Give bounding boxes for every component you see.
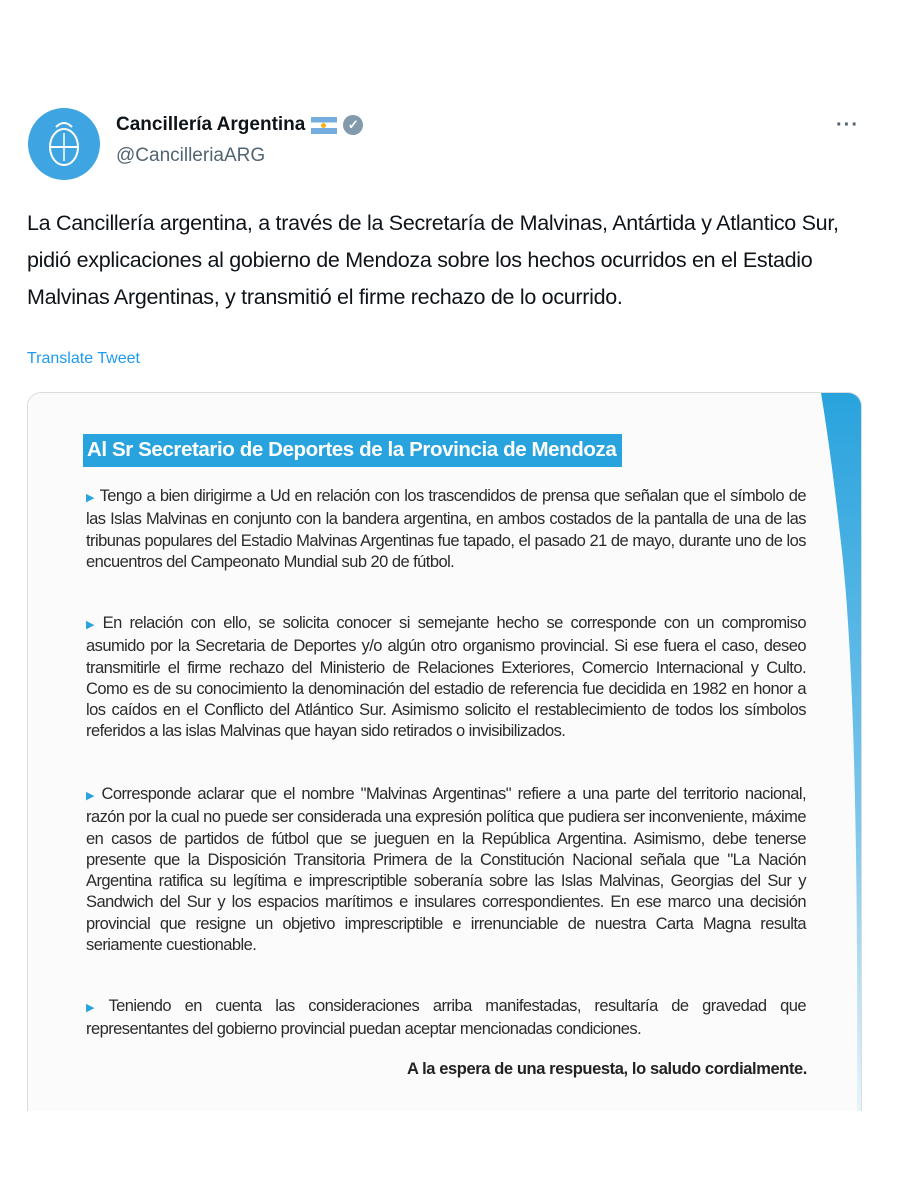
tweet-image-letter[interactable] (27, 392, 862, 1111)
avatar[interactable] (28, 108, 100, 180)
letter-paragraph (86, 613, 806, 743)
bullet-icon: ▶ (86, 790, 97, 802)
paragraph-text: Teniendo en cuenta las consideraciones arriba manifestadas, resultaría de gravedad que representantes del gobierno provincial puedan aceptar mencionadas condiciones. (86, 997, 806, 1039)
author-name[interactable] (116, 114, 363, 136)
verified-badge-icon: ✓ (343, 115, 363, 135)
translate-tweet-link[interactable]: Translate Tweet (27, 350, 140, 367)
paragraph-text: Tengo a bien dirigirme a Ud en relación con los trascendidos de prensa que señalan que el símbolo de las Islas Malvinas en conjunto con la bandera argentina, en ambos costados de la pantalla de una de las tribunas populares del Estadio Malvinas Argentinas fue tapado, el pasado 21 de mayo, durante uno de los encuentros del Campeonato Mundial sub 20 de fútbol. (86, 487, 806, 571)
letter-heading: Al Sr Secretario de Deportes de la Provincia de Mendoza (83, 434, 622, 467)
bullet-icon: ▶ (86, 492, 95, 504)
author-name-text: Cancillería Argentina (116, 114, 306, 135)
argentina-flag-icon (311, 117, 337, 134)
author-handle[interactable]: @CancilleriaARG (116, 145, 266, 166)
bullet-icon: ▶ (86, 619, 98, 631)
letter-paragraph (86, 996, 806, 1041)
letter-paragraph (86, 486, 806, 573)
decorative-blue-curve (801, 393, 861, 1111)
letter-paragraph (86, 784, 806, 956)
paragraph-text: Corresponde aclarar que el nombre "Malvinas Argentinas" refiere a una parte del territorio nacional, razón por la cual no puede ser considerada una expresión política que pudiera ser inconveniente, máxime en casos de partidos de fútbol que se jueguen en la República Argentina. Asimismo, debe tenerse presente que la Disposición Transitoria Primera de la Constitución Nacional señala que "La Nación Argentina ratifica su legítima e imprescriptible soberanía sobre las Islas Malvinas, Georgias del Sur y Sandwich del Sur y los espacios marítimos e insulares correspondientes. En ese marco una decisión provincial que resigne un objetivo imprescriptible e irrenunciable de nuestra Carta Magna resulta seriamente cuestionable. (86, 785, 806, 955)
more-options-icon[interactable]: ··· (836, 114, 859, 136)
paragraph-text: En relación con ello, se solicita conocer si semejante hecho se corresponde con un compromiso asumido por la Secretaria de Deportes y/o algún otro organismo provincial. Si ese fuera el caso, deseo transmitirle el firme rechazo del Ministerio de Relaciones Exteriores, Comercio Internacional y Culto. Como es de su conocimiento la denominación del estadio de referencia fue decidida en 1982 en honor a los caídos en el Conflicto del Atlántico Sur. Asimismo solicito el restablecimiento de todos los símbolos referidos a las islas Malvinas que hayan sido retirados o invisibilizados. (86, 614, 806, 741)
tweet-text: La Cancillería argentina, a través de la Secretaría de Malvinas, Antártida y Atlantico Sur, pidió explicaciones al gobierno de Mendoza sobre los hechos ocurridos en el Estadio Malvinas Argentinas, y transmitió el firme rechazo de lo ocurrido. (27, 211, 839, 309)
coat-of-arms-icon (44, 117, 84, 171)
letter-closing: A la espera de una respuesta, lo saludo cordialmente. (407, 1060, 807, 1078)
bullet-icon: ▶ (86, 1002, 104, 1014)
